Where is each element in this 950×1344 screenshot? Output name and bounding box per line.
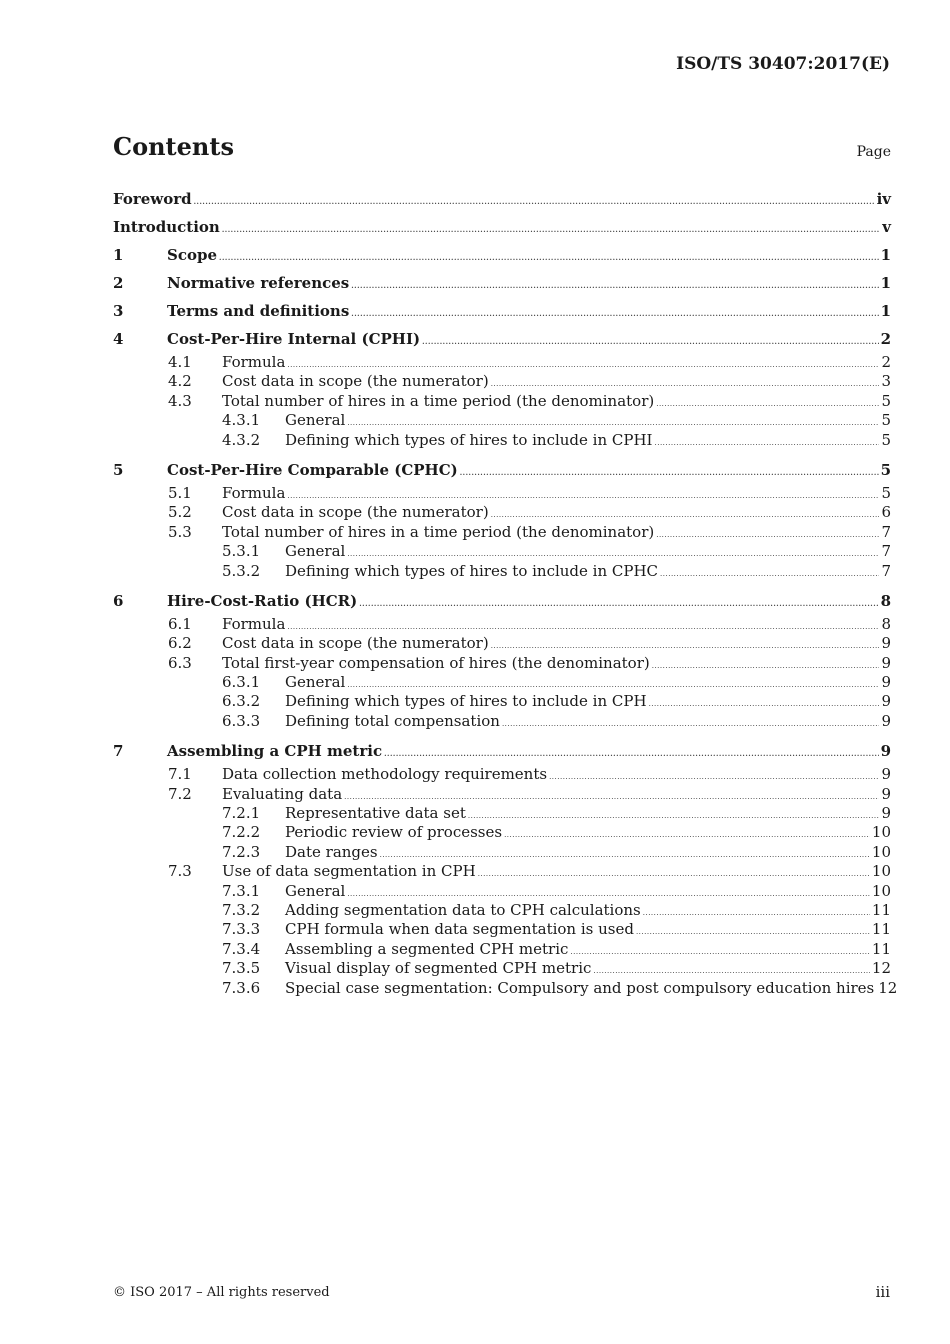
toc-entry[interactable] [113,901,891,920]
toc-entry[interactable] [113,978,898,998]
toc-entry-number: 5.3 [168,522,192,541]
toc-entry-title: General [285,881,346,900]
toc-entry-number: 4.2 [168,372,192,391]
toc-entry-page: 9 [881,784,891,803]
toc-entry-title: Date ranges [285,842,378,861]
toc-entry[interactable] [113,562,891,581]
toc-entry-number: 6.2 [168,634,192,653]
toc-entry-number: 5.3.1 [222,542,261,561]
toc-entry-title: Cost data in scope (the numerator) [222,634,489,653]
toc-entry-title: CPH formula when data segmentation is used [285,920,634,939]
toc-entry[interactable] [113,456,891,484]
toc-entry-number: 7.1 [168,765,192,784]
toc-dot-leader [502,715,880,734]
toc-entry-title: Introduction [113,218,220,236]
toc-entry-page: 8 [880,591,891,610]
toc-entry[interactable] [113,213,891,241]
toc-entry-page: 9 [881,653,891,672]
toc-entry[interactable] [113,940,891,959]
contents-heading-row [113,132,891,161]
toc-entry[interactable] [113,484,891,503]
toc-entry-number: 2 [113,274,124,292]
contents-title: Contents [113,132,234,161]
toc-entry[interactable] [113,673,891,692]
toc-entry-page: 3 [881,372,891,391]
toc-entry-number: 7.3.2 [222,900,261,919]
table-of-contents [113,185,898,998]
toc-entry-page: 6 [881,503,891,522]
toc-dot-leader [652,657,880,676]
toc-entry-number: 7.2 [168,784,192,803]
toc-entry[interactable] [113,185,891,213]
toc-entry-page: 2 [881,353,891,371]
toc-entry-title: Cost data in scope (the numerator) [222,503,489,522]
toc-entry-title: Scope [167,246,218,264]
toc-entry[interactable] [113,765,891,784]
toc-entry[interactable] [113,882,891,901]
toc-entry-page: 9 [881,634,891,653]
toc-dot-leader [219,244,879,272]
toc-dot-leader [656,395,879,414]
toc-entry-page: 10 [871,881,891,900]
toc-dot-leader [384,740,878,768]
toc-entry[interactable] [113,392,891,411]
toc-entry-title: Normative references [167,274,350,292]
toc-entry[interactable] [113,737,891,765]
toc-entry-page: 8 [881,614,891,633]
toc-entry[interactable] [113,615,891,634]
toc-entry[interactable] [113,692,891,711]
toc-entry-title: Evaluating data [222,784,343,803]
toc-dot-leader [649,695,880,714]
toc-entry-title: Use of data segmentation in CPH [222,862,476,881]
toc-entry-number: 4.3.1 [222,411,261,430]
page-column-label: Page [856,144,891,160]
toc-entry-title: Representative data set [285,804,466,823]
document-id-header: ISO/TS 30407:2017(E) [676,54,890,74]
toc-dot-leader [570,943,870,962]
toc-entry-page: 12 [871,959,891,978]
toc-entry-title: General [285,542,346,561]
toc-entry-number: 7.3.6 [222,978,261,997]
toc-entry-page: 5 [881,411,891,430]
toc-entry-title: Cost-Per-Hire Comparable (CPHC) [167,460,458,479]
toc-entry-page: 12 [878,978,898,997]
toc-entry-page: 7 [881,522,891,541]
toc-entry-page: 11 [871,900,891,919]
toc-entry[interactable] [113,920,891,939]
toc-entry-title: Hire-Cost-Ratio (HCR) [167,591,358,610]
toc-dot-leader [660,565,879,584]
toc-entry-number: 7.3.1 [222,881,261,900]
toc-entry-page: 1 [880,246,891,264]
toc-entry-page: 7 [881,542,891,561]
toc-entry-title: Defining which types of hires to include in CPHI [285,430,653,449]
toc-entry-number: 6.3.1 [222,673,261,692]
toc-entry-number: 7.2.1 [222,804,261,823]
toc-dot-leader [636,923,870,942]
toc-entry-page: 10 [871,862,891,881]
toc-entry-title: Defining total compensation [285,711,500,730]
toc-entry-page: 2 [880,330,891,348]
toc-entry[interactable] [113,804,891,823]
toc-entry-page: 9 [881,711,891,730]
toc-entry[interactable] [113,372,891,391]
toc-entry-number: 7.3.4 [222,939,261,958]
toc-entry-page: 9 [881,692,891,711]
toc-entry-page: 5 [880,460,891,479]
toc-entry-page: 11 [871,920,891,939]
toc-entry-number: 6.3.3 [222,711,261,730]
toc-entry-title: Total number of hires in a time period (the denominator) [222,522,655,541]
toc-entry-number: 7.2.3 [222,842,261,861]
toc-dot-leader [351,272,878,300]
toc-entry-page: 10 [871,823,891,842]
toc-entry-page: 9 [881,765,891,784]
toc-dot-leader [549,768,879,787]
toc-entry-number: 6 [113,591,124,610]
toc-entry[interactable] [113,503,891,522]
toc-entry[interactable] [113,353,891,372]
toc-entry-page: 1 [880,274,891,292]
toc-entry-title: Cost-Per-Hire Internal (CPHI) [167,330,421,348]
toc-entry-number: 5.1 [168,483,192,502]
toc-entry-title: General [285,673,346,692]
toc-entry[interactable] [113,411,891,430]
toc-dot-leader [643,904,870,923]
toc-dot-leader [359,590,878,618]
toc-entry-page: 1 [880,302,891,320]
toc-entry-page: v [882,218,891,236]
toc-entry-title: Cost data in scope (the numerator) [222,372,489,391]
toc-entry-number: 4.3.2 [222,430,261,449]
toc-entry-page: 9 [881,673,891,692]
toc-entry-number: 6.1 [168,614,192,633]
toc-entry-title: Data collection methodology requirements [222,765,548,784]
toc-entry-number: 1 [113,246,124,264]
toc-entry-number: 6.3 [168,653,192,672]
toc-entry[interactable] [113,959,891,978]
toc-dot-leader [194,188,875,216]
toc-dot-leader [460,459,879,487]
toc-dot-leader [468,807,880,826]
toc-entry-page: 11 [871,939,891,958]
toc-entry-number: 6.3.2 [222,692,261,711]
toc-dot-leader [422,328,878,356]
toc-entry-number: 5 [113,460,124,479]
toc-entry[interactable] [113,823,891,842]
toc-entry-title: Formula [222,614,286,633]
toc-entry[interactable] [113,241,891,269]
toc-entry-title: Terms and definitions [167,302,350,320]
page-number: iii [875,1283,890,1301]
toc-entry[interactable] [113,654,891,673]
toc-dot-leader [656,526,879,545]
toc-entry[interactable] [113,862,891,881]
toc-entry[interactable] [113,325,891,353]
toc-entry-title: Adding segmentation data to CPH calculations [285,900,641,919]
toc-entry-page: 5 [881,483,891,502]
toc-dot-leader [351,300,878,328]
toc-entry-title: Periodic review of processes [285,823,503,842]
toc-entry[interactable] [113,843,891,862]
toc-entry-number: 7.2.2 [222,823,261,842]
toc-entry-page: 9 [880,742,891,761]
toc-entry-page: 10 [871,842,891,861]
toc-entry-title: Assembling a segmented CPH metric [285,939,569,958]
toc-entry-number: 7.3.3 [222,920,261,939]
toc-entry-page: 5 [881,430,891,449]
toc-entry-page: 9 [881,804,891,823]
toc-entry-title: General [285,411,346,430]
toc-entry[interactable] [113,587,891,615]
toc-entry-title: Foreword [113,190,192,208]
toc-entry-title: Formula [222,353,286,371]
toc-entry[interactable] [113,431,891,450]
toc-dot-leader [478,865,870,884]
toc-entry-title: Total first-year compensation of hires (the denominator) [222,653,650,672]
toc-entry-page: 7 [881,561,891,580]
toc-entry-number: 5.3.2 [222,561,261,580]
toc-entry-number: 4.3 [168,391,192,410]
toc-entry-number: 7 [113,742,124,761]
toc-entry-page: iv [876,190,891,208]
toc-entry-number: 3 [113,302,124,320]
toc-entry-title: Visual display of segmented CPH metric [285,959,592,978]
toc-entry-title: Assembling a CPH metric [167,742,383,761]
toc-entry-page: 5 [881,391,891,410]
toc-entry[interactable] [113,634,891,653]
toc-entry-number: 7.3 [168,862,192,881]
toc-entry-title: Total number of hires in a time period (the denominator) [222,391,655,410]
toc-entry[interactable] [113,785,891,804]
toc-entry[interactable] [113,297,891,325]
toc-dot-leader [222,216,880,244]
toc-entry-title: Special case segmentation: Compulsory and post compulsory education hires [285,978,875,997]
toc-entry[interactable] [113,542,891,561]
toc-entry-number: 7.3.5 [222,959,261,978]
toc-dot-leader [504,826,870,845]
copyright-footer: © ISO 2017 – All rights reserved [113,1285,330,1300]
toc-entry-number: 4 [113,330,124,348]
toc-entry[interactable] [113,712,891,731]
toc-entry[interactable] [113,523,891,542]
toc-entry-number: 4.1 [168,353,192,371]
toc-entry-title: Defining which types of hires to include in CPH [285,692,647,711]
toc-dot-leader [655,434,880,453]
toc-entry[interactable] [113,269,891,297]
toc-entry-title: Defining which types of hires to include in CPHC [285,561,659,580]
toc-entry-number: 5.2 [168,503,192,522]
toc-entry-title: Formula [222,483,286,502]
